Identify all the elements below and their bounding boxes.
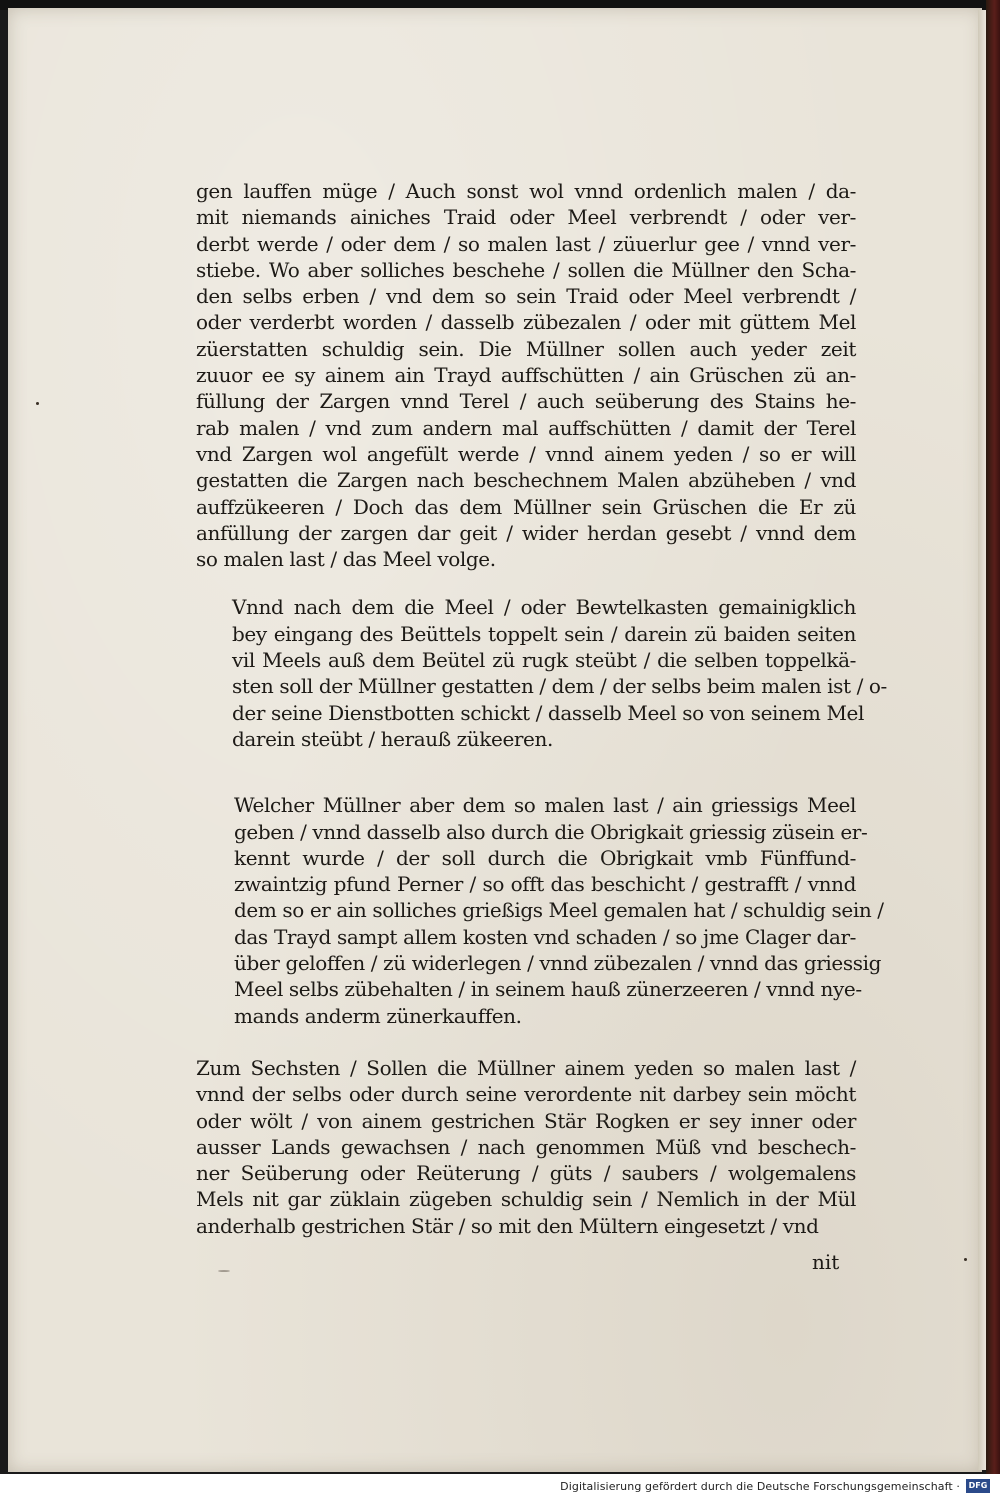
paper-speck: [218, 1270, 230, 1272]
text-line: über geloffen / zü widerlegen / vnnd zübezalen / vnnd das griessig: [234, 951, 881, 976]
text-line: darein steübt / herauß zükeeren.: [232, 726, 553, 751]
text-line: Meel selbs zübehalten / in seinem hauß zünerzeeren / vnnd nye-: [234, 977, 862, 1002]
paper-speck: [36, 402, 39, 405]
text-line: zwaintzig pfund Perner / so offt das beschicht / gestrafft / vnnd: [234, 872, 856, 897]
text-line: vnnd der selbs oder durch seine verordente nit darbey sein möcht: [196, 1082, 856, 1107]
catchword: nit: [812, 1250, 840, 1274]
paragraph-4: [196, 1055, 856, 1239]
text-line: oder verderbt worden / dasselb zübezalen / oder mit güttem Mel: [196, 310, 856, 335]
text-line: derbt werde / oder dem / so malen last / züuerlur gee / vnnd ver-: [196, 231, 856, 256]
text-line: zuuor ee sy ainem ain Trayd auffschütten / ain Grüschen zü an-: [196, 363, 856, 388]
text-line: züerstatten schuldig sein. Die Müllner sollen auch yeder zeit: [196, 336, 856, 361]
text-line: kennt wurde / der soll durch die Obrigkait vmb Fünffund-: [234, 845, 856, 870]
text-line: rab malen / vnd zum andern mal auffschütten / damit der Terel: [196, 415, 856, 440]
paragraph-2: [196, 594, 887, 752]
text-line: der seine Dienstbotten schickt / dasselb Meel so von seinem Mel: [232, 700, 864, 725]
text-line: füllung der Zargen vnnd Terel / auch seüberung des Stains he-: [196, 389, 856, 414]
text-line: gestatten die Zargen nach beschechnem Malen abzüheben / vnd: [196, 468, 856, 493]
text-line: sten soll der Müllner gestatten / dem / der selbs beim malen ist / o-: [232, 674, 887, 699]
paper-speck: [964, 1258, 967, 1261]
text-line: Mels nit gar züklain zügeben schuldig sein / Nemlich in der Mül: [196, 1187, 856, 1212]
text-line: stiebe. Wo aber solliches beschehe / sollen die Müllner den Scha-: [196, 257, 856, 282]
text-line: dem so er ain solliches grießigs Meel gemalen hat / schuldig sein /: [234, 898, 884, 923]
text-line: vnd Zargen wol angefült werde / vnnd ainem yeden / so er will: [196, 441, 856, 466]
text-line: mands anderm zünerkauffen.: [234, 1003, 522, 1028]
text-line: Vnnd nach dem die Meel / oder Bewtelkasten gemainigklich: [232, 595, 856, 620]
text-line: anfüllung der zargen dar geit / wider herdan gesebt / vnnd dem: [196, 520, 856, 545]
text-line: so malen last / das Meel volge.: [196, 547, 496, 572]
text-line: auffzükeeren / Doch das dem Müllner sein Grüschen die Er zü: [196, 494, 856, 519]
text-line: Zum Sechsten / Sollen die Müllner ainem yeden so malen last /: [196, 1055, 856, 1080]
paragraph-3: [196, 792, 884, 1029]
text-line: geben / vnnd dasselb also durch die Obrigkait griessig züsein er-: [234, 819, 868, 844]
text-line: mit niemands ainiches Traid oder Meel verbrendt / oder ver-: [196, 205, 856, 230]
dfg-logo: DFG: [966, 1479, 990, 1493]
text-line: den selbs erben / vnd dem so sein Traid oder Meel verbrendt /: [196, 284, 856, 309]
scan-frame-right: [986, 0, 1000, 1500]
paragraph-1: [196, 178, 856, 572]
body-text: [196, 178, 887, 1239]
text-line: Welcher Müllner aber dem so malen last / ain griessigs Meel: [234, 793, 856, 818]
text-line: bey eingang des Beüttels toppelt sein / darein zü baiden seiten: [232, 621, 856, 646]
text-line: vil Meels auß dem Beütel zü rugk steübt / die selben toppelkä-: [232, 648, 856, 673]
digitization-credit: Digitalisierung gefördert durch die Deutsche Forschungsgemeinschaft ·: [560, 1480, 960, 1493]
text-line: anderhalb gestrichen Stär / so mit den Mültern eingesetzt / vnd: [196, 1213, 819, 1238]
text-line: ner Seüberung oder Reüterung / güts / saubers / wolgemalens: [196, 1161, 856, 1186]
footer-bar: [0, 1474, 1000, 1500]
text-line: das Trayd sampt allem kosten vnd schaden / so jme Clager dar-: [234, 924, 856, 949]
text-line: oder wölt / von ainem gestrichen Stär Rogken er sey inner oder: [196, 1108, 856, 1133]
text-line: ausser Lands gewachsen / nach genommen Müß vnd beschech-: [196, 1134, 856, 1159]
text-line: gen lauffen müge / Auch sonst wol vnnd ordenlich malen / da-: [196, 179, 856, 203]
